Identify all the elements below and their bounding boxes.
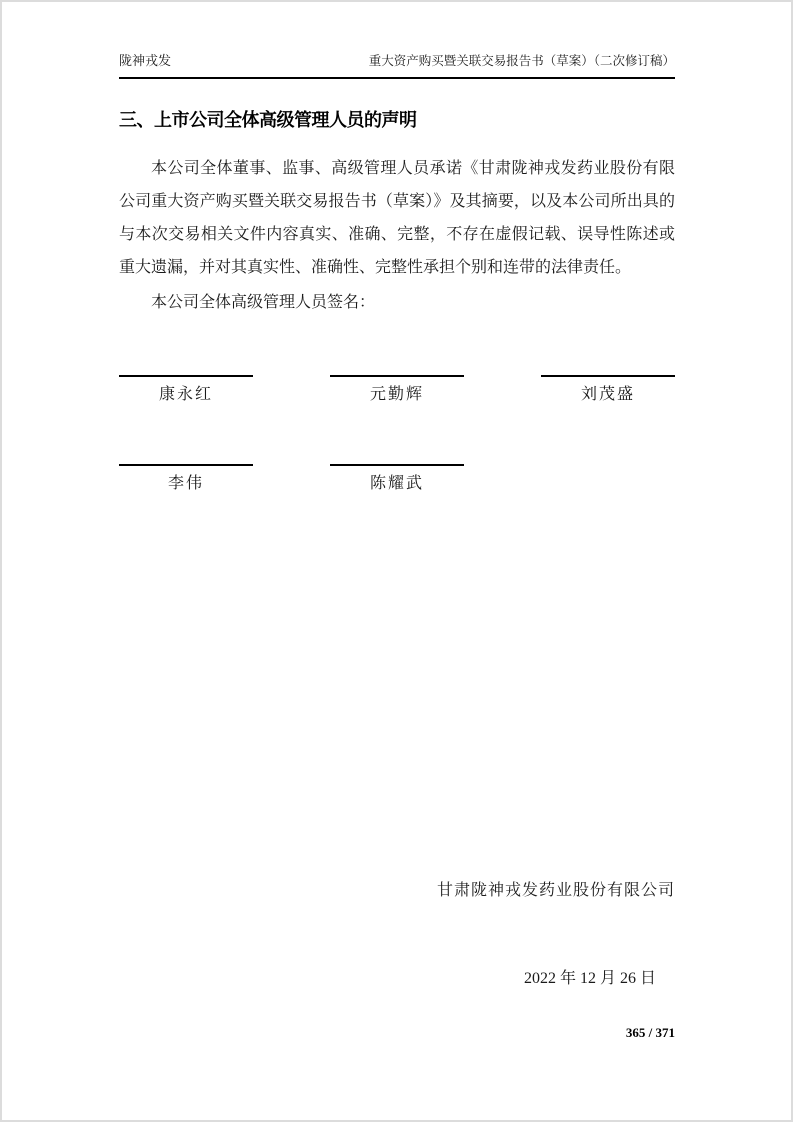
company-name: 甘肃陇神戎发药业股份有限公司 xyxy=(436,882,675,899)
signature-slot xyxy=(119,375,253,405)
document-date: 2022 年 12 月 26 日 xyxy=(523,970,656,987)
page-number: 365 / 371 xyxy=(625,1025,675,1040)
paragraph-line: 公司重大资产购买暨关联交易报告书（草案）》及其摘要，以及本公司所出具的 xyxy=(119,193,675,210)
section-title: 三、上市公司全体高级管理人员的声明 xyxy=(119,110,417,130)
signature-slot xyxy=(119,464,253,494)
signer-name: 李伟 xyxy=(167,475,204,492)
signature-slot xyxy=(330,375,464,405)
signature-row-2 xyxy=(119,464,675,494)
page-content xyxy=(2,2,791,1040)
paragraph-line: 本公司全体董事、监事、高级管理人员承诺《甘肃陇神戎发药业股份有限 xyxy=(151,160,675,177)
signer-name: 康永红 xyxy=(158,386,213,403)
signature-slot-empty xyxy=(541,464,675,494)
signer-name: 刘茂盛 xyxy=(580,386,635,403)
paragraph-line: 与本次交易相关文件内容真实、准确、完整，不存在虚假记载、误导性陈述或 xyxy=(119,226,675,243)
signature-row-1 xyxy=(119,375,675,405)
header-document-title: 重大资产购买暨关联交易报告书（草案）（二次修订稿） xyxy=(368,54,675,68)
signature-slot xyxy=(330,464,464,494)
header-short-title: 陇神戎发 xyxy=(119,53,172,68)
signature-slot xyxy=(541,375,675,405)
signer-name: 元勤辉 xyxy=(369,386,424,403)
declaration-paragraph xyxy=(119,152,675,284)
paragraph-line: 重大遗漏，并对其真实性、准确性、完整性承担个别和连带的法律责任。 xyxy=(119,259,632,276)
page-header xyxy=(119,52,675,79)
signature-intro: 本公司全体高级管理人员签名： xyxy=(151,294,376,311)
signer-name: 陈耀武 xyxy=(369,475,424,492)
